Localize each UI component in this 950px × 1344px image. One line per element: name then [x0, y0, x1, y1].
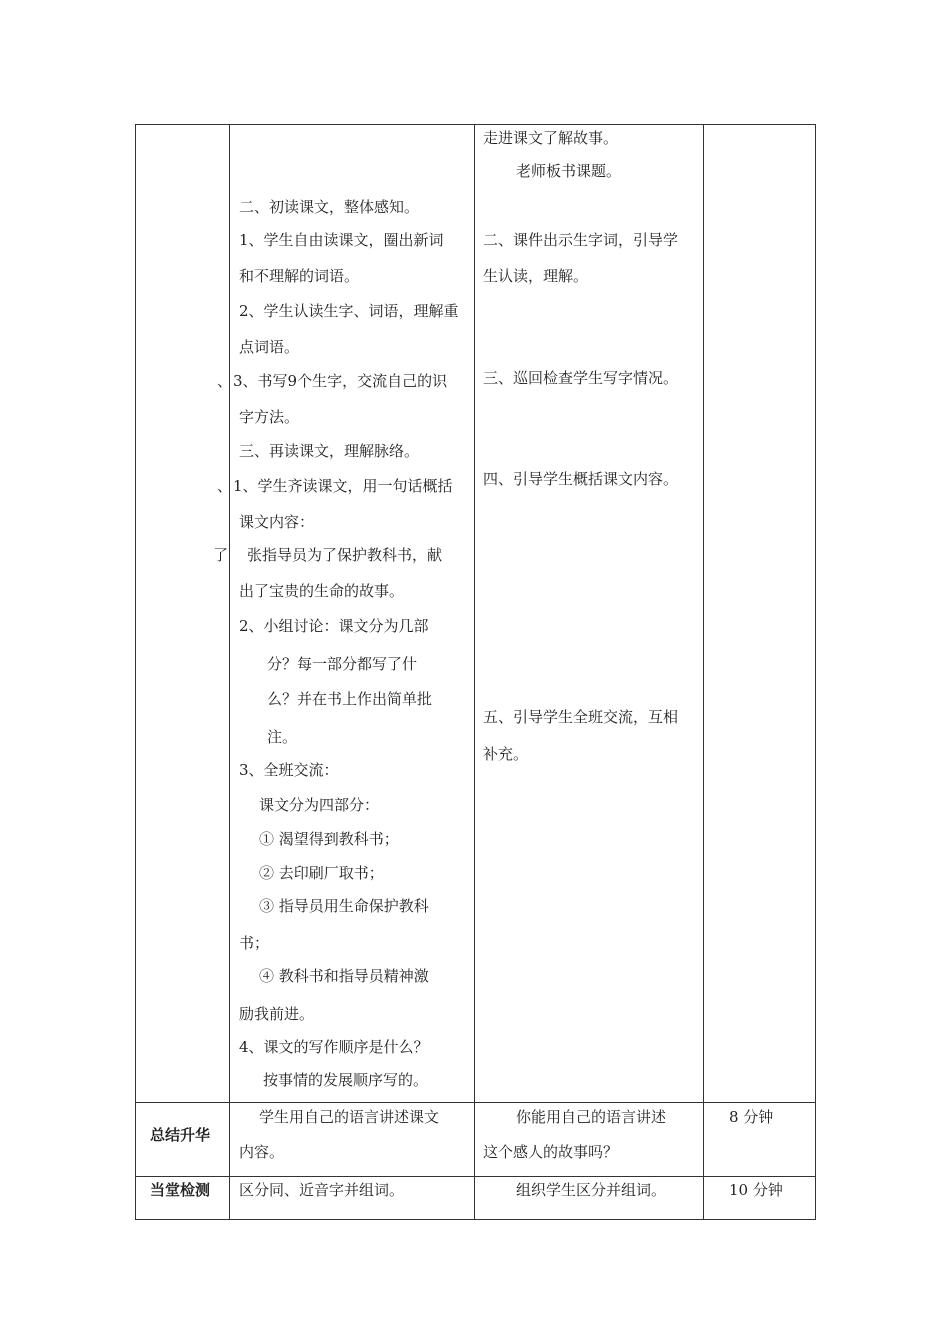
teacher-line: 四、引导学生概括课文内容。 — [483, 470, 679, 488]
student-line: 2、小组讨论：课文分为几部 — [239, 617, 429, 635]
student-line: 么？并在书上作出简单批 — [267, 690, 433, 708]
student-line: ③ 指导员用生命保护教科 — [259, 897, 429, 915]
student-line: 张指导员为了保护教科书，献 — [247, 546, 443, 564]
column-divider — [703, 124, 704, 1220]
teacher-line: 二、课件出示生字词，引导学 — [483, 231, 679, 249]
row-divider — [135, 1102, 816, 1103]
student-line: 按事情的发展顺序写的。 — [263, 1071, 429, 1089]
column-divider — [474, 124, 475, 1220]
time-value: 10 分钟 — [729, 1181, 783, 1199]
teacher-line: 走进课文了解故事。 — [483, 129, 619, 147]
student-line: 课文分为四部分： — [259, 796, 380, 814]
teacher-line: 三、巡回检查学生写字情况。 — [483, 369, 679, 387]
student-line: 点词语。 — [239, 338, 300, 356]
table-border-top — [135, 124, 816, 125]
student-line: 2、学生认读生字、词语，理解重 — [239, 302, 459, 320]
column-divider — [229, 124, 230, 1220]
table-border-left — [135, 124, 136, 1220]
student-line: 1、学生自由读课文，圈出新词 — [239, 231, 444, 249]
time-value: 8 分钟 — [729, 1108, 774, 1126]
student-line: 3、全班交流： — [239, 761, 339, 779]
student-line: 区分同、近音字并组词。 — [239, 1181, 405, 1199]
student-line: 课文内容： — [239, 513, 315, 531]
student-line: 励我前进。 — [239, 1005, 315, 1023]
teacher-line: 五、引导学生全班交流，互相 — [483, 708, 679, 726]
student-line: 1、学生齐读课文，用一句话概括 — [233, 477, 453, 495]
student-line: 内容。 — [239, 1143, 285, 1161]
student-line: 出了宝贵的生命的故事。 — [239, 582, 405, 600]
student-line: 4、课文的写作顺序是什么？ — [239, 1038, 429, 1056]
student-line: ① 渴望得到教科书； — [259, 830, 399, 848]
student-line: 学生用自己的语言讲述课文 — [259, 1108, 440, 1126]
teacher-line: 你能用自己的语言讲述 — [516, 1108, 667, 1126]
row-divider — [135, 1176, 816, 1177]
student-line: 和不理解的词语。 — [239, 267, 360, 285]
student-line: 注。 — [267, 728, 298, 746]
student-line: 分？每一部分都写了什 — [267, 655, 418, 673]
teacher-line: 补充。 — [483, 745, 529, 763]
left-mark: 了 — [213, 546, 229, 564]
table-border-right — [815, 124, 816, 1220]
student-line: 字方法。 — [239, 408, 300, 426]
student-line: 三、再读课文，理解脉络。 — [239, 442, 420, 460]
lesson-plan-table — [135, 124, 816, 1220]
teacher-line: 组织学生区分并组词。 — [516, 1181, 667, 1199]
teacher-line: 这个感人的故事吗？ — [483, 1143, 619, 1161]
student-line: 3、书写9个生字，交流自己的识 — [233, 372, 448, 390]
table-border-bottom — [135, 1219, 816, 1220]
stage-label: 总结升华 — [150, 1126, 211, 1144]
stage-label: 当堂检测 — [150, 1181, 211, 1199]
left-mark: 、 — [217, 477, 233, 495]
student-line: 书； — [239, 934, 270, 952]
teacher-line: 生认读，理解。 — [483, 267, 589, 285]
student-line: 二、初读课文，整体感知。 — [239, 198, 420, 216]
left-mark: 、 — [217, 372, 233, 390]
teacher-line: 老师板书课题。 — [516, 162, 622, 180]
student-line: ④ 教科书和指导员精神激 — [259, 967, 429, 985]
student-line: ② 去印刷厂取书； — [259, 864, 384, 882]
